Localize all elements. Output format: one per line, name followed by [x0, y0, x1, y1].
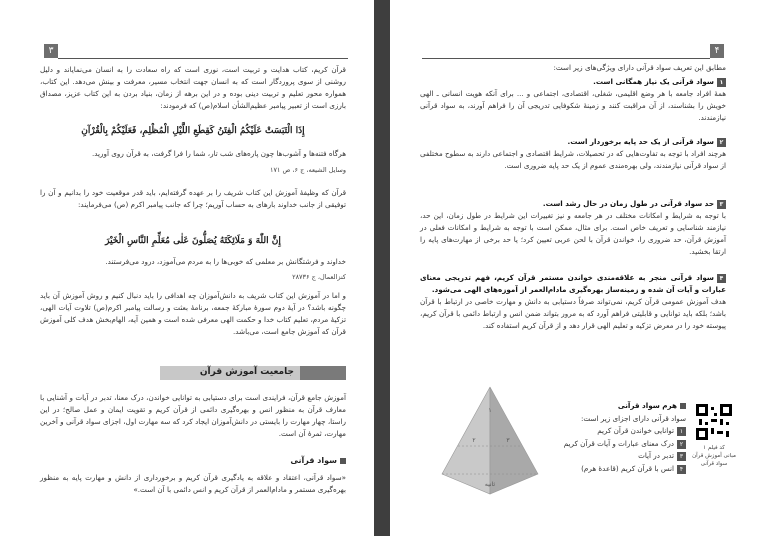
item-3-title-row — [420, 198, 726, 210]
left-para-3: و اما در آموزش این کتاب شریف به دانش‌آموزان چه اهدافی را باید دنبال کنیم و روش آموزش آن باید چگونه باشد؟ در آیهٔ دوم سورهٔ مبارکهٔ جمعه، برنامهٔ بعثت و رسالت پیامبر اکرم(ص) تلاوت آیات الهی، تزکیهٔ مردم، تعلیم کتاب خدا و حکمت الهی معرفی شده است و همین آیه، الهام‌بخش هدف کلی آموزش قرآن که آموزش جامع است، می‌باشد. — [40, 291, 346, 336]
bullet-square-icon — [680, 403, 686, 409]
legend-item-4 — [556, 463, 686, 476]
top-rule-left — [58, 58, 348, 59]
section-heading: جامعیت آموزش قرآن — [199, 367, 294, 377]
legend-num-1: ۱ — [677, 427, 686, 436]
right-page — [390, 0, 768, 536]
pyramid-legend — [556, 400, 686, 475]
hadith-2-source: کنزالعمال، ج ۲۸۷۳۶ — [292, 273, 346, 281]
item-2-title-row — [420, 136, 726, 148]
hadith-1: إِذَا الْتَبَسَتْ عَلَیْکُمُ الْفِتَنُ کَقِطَعِ اللَّیْلِ الْمُظْلِمِ، فَعَلَیْکُمْ بِالْقُرْآنِ — [81, 126, 305, 136]
legend-label-2: درک معنای عبارات و آیات قرآن کریم — [563, 438, 674, 448]
pyramid-left-face — [442, 387, 490, 494]
item-3-body: با توجه به شرایط و امکانات مختلف در هر جامعه و نیز تغییرات این شرایط در طول زمان، این حد، نیازمند شناسایی و تعریف خاص است. برای مثال، ممکن است با توجه به شرایط و امکانات فعلی در آموزش قرآن، حد ضروری را، خواندن قرآن با لحن عربی تعیین کرد؛ یا حد برخی از مهارت‌های پایه را ارتقا بخشید. — [420, 211, 726, 256]
pyramid-right-face — [490, 387, 538, 494]
item-2-title: سواد قرآنی از یک حد پایه برخوردار است. — [567, 137, 714, 146]
item-4-title-row — [420, 272, 726, 296]
legend-label-1: توانایی خواندن قرآن کریم — [597, 426, 674, 435]
pyramid-legend-heading-row — [556, 400, 686, 413]
pyramid-base-label: ثانیه — [484, 481, 496, 488]
item-1-title: سواد قرآنی یک نیاز همگانی است. — [593, 77, 714, 86]
legend-label-3: تدبر در آیات — [638, 451, 674, 460]
page-number-right: ۴ — [710, 44, 724, 58]
legend-label-4: انس با قرآن کریم (قاعدهٔ هرم) — [581, 463, 674, 473]
legend-num-3: ۳ — [677, 452, 686, 461]
sub-heading-row — [180, 456, 346, 465]
item-4-number: ۴ — [717, 274, 726, 283]
left-intro: قرآن کریم، کتاب هدایت و تربیت است، نوری است که راه سعادت را به انسان می‌نمایاند و دلیل روشنی از سوی پروردگار است که به انسان جهت انتخاب مسیر، معرفت و بینش می‌دهد. این کتاب، همواره محور تعلیم و تربیت دینی بوده و در این برهه از زمان، بنیاد بردن به این کتاب عزیز، مصداق بارزی است از تعبیر پیامبر عظیم‌الشأن اسلام(ص) که فرمودند: — [40, 65, 346, 110]
item-1-number: ۱ — [717, 78, 726, 87]
legend-item-1 — [556, 425, 686, 438]
right-intro: مطابق این تعریف سواد قرآنی دارای ویژگی‌های زیر است: — [553, 63, 726, 72]
pyramid-right-number: ۳ — [506, 437, 510, 444]
hadith-1-translation: هرگاه فتنه‌ها و آشوب‌ها چون پاره‌های شب تار، شما را فرا گرفت، به قرآن روی آورید. — [91, 149, 346, 158]
item-4-body: هدف آموزش عمومی قرآن کریم، نمی‌تواند صرفاً دستیابی به دانش و مهارت خاصی در ارتباط با قرآن باشد؛ بلکه باید توانایی و قابلیتی فراهم آورد که به مرور بتواند ضمن انس و ارتباط دائمی با قرآن کریم، پیوسته خود را در معرض تزکیه و تعلیم الهی قرار دهد و از قرآن کریم استفاده کند. — [420, 297, 726, 330]
spine-gutter — [374, 0, 390, 536]
item-3-title: حد سواد قرآنی در طول زمان در حال رشد است. — [542, 199, 714, 208]
pyramid-figure — [430, 382, 550, 502]
item-1-body: همهٔ افراد جامعه با هر وضع اقلیمی، شغلی، اقتصادی، اجتماعی و ... برای آنکه هویت انسانی ـ الهی خویش را بشناسند، از آن مراقبت کنند و زمینهٔ شکوفایی تدریجی آن را فراهم آورند، به سواد قرآنی نیازمندند. — [420, 89, 726, 122]
pyramid-legend-heading: هرم سواد قرآنی — [617, 401, 677, 410]
item-1-title-row — [420, 76, 726, 88]
pyramid-left-number: ۲ — [472, 437, 476, 444]
item-4-title: سواد قرآنی منجر به علاقه‌مندی خواندن مستمر قرآن کریم، فهم تدریجی معنای عبارات و آیات آن شده و زمینه‌ساز بهره‌گیری مادام‌العمر از آموزه‌های الهی می‌شود. — [420, 273, 726, 294]
item-4 — [420, 272, 726, 332]
legend-item-2 — [556, 438, 686, 451]
hadith-2: إِنَّ اللّٰهَ وَ مَلَائِکَتَهُ یُصَلُّونَ عَلٰی مُعَلِّمِ النَّاسِ الْخَیْرَ — [105, 236, 281, 246]
legend-num-4: ۴ — [677, 465, 686, 474]
left-page — [0, 0, 374, 536]
qr-code-icon[interactable] — [696, 404, 732, 440]
page-number-left: ۳ — [44, 44, 58, 58]
pyramid-legend-intro: سواد قرآنی دارای اجزای زیر است: — [580, 413, 686, 423]
qr-caption: کد فیلم ۱ مبانی آموزش قرآن سواد قرآنی — [692, 445, 736, 467]
legend-num-2: ۲ — [677, 440, 686, 449]
item-3-number: ۳ — [717, 200, 726, 209]
bullet-square-icon — [340, 458, 346, 464]
item-3 — [420, 198, 726, 258]
pyramid-apex-number: ۱ — [488, 407, 492, 414]
legend-item-3 — [556, 450, 686, 463]
sub-body: «سواد قرآنی، اعتقاد و علاقه به یادگیری قرآن کریم و برخورداری از دانش و مهارت پایه به منظور بهره‌گیری مستمر و مادام‌العمر از قرآن کریم و انس دائمی با آن است.» — [40, 473, 346, 494]
top-rule-right — [422, 58, 710, 59]
item-1 — [420, 76, 726, 124]
left-para-2: قرآن که وظیفهٔ آموزش این کتاب شریف را بر عهده گرفته‌ایم، باید قدر موقعیت خود را بدانیم و آن را توفیقی از جانب خداوند بارهای به حساب آوریم؛ چرا که جانب پیامبر اکرم (ص) می‌فرمایند: — [40, 188, 346, 209]
item-2 — [420, 136, 726, 172]
section-body: آموزش جامع قرآن، فرایندی است برای دستیابی به توانایی خواندن، درک معنا، تدبر در آیات و آشنایی با معارف قرآن به منظور انس و بهره‌گیری دائمی از قرآن کریم و تقویت ایمان و عمل صالح؛ در این راستا، چهار مهارت را بایستی در دانش‌آموزان ایجاد کرد که سه مهارت اول، اجزای سواد قرآنی و آخرین مهارت، ثمرهٔ آن است. — [40, 393, 346, 438]
section-heading-tab — [300, 366, 346, 380]
hadith-2-translation: خداوند و فرشتگانش بر معلمی که خوبی‌ها را به مردم می‌آموزد، درود می‌فرستند. — [105, 257, 346, 266]
sub-heading: سواد قرآنی — [290, 456, 337, 465]
item-2-body: هرچند افراد با توجه به تفاوت‌هایی که در تحصیلات، شرایط اقتصادی و اجتماعی دارند به سطوح مختلفی از سواد قرآنی نیازمندند، ولی بهره‌مندی عموم از یک حد پایه ضروری است. — [420, 149, 726, 170]
item-2-number: ۲ — [717, 138, 726, 147]
hadith-1-source: وسایل الشیعه، ج ۶، ص ۱۷۱ — [269, 166, 346, 174]
